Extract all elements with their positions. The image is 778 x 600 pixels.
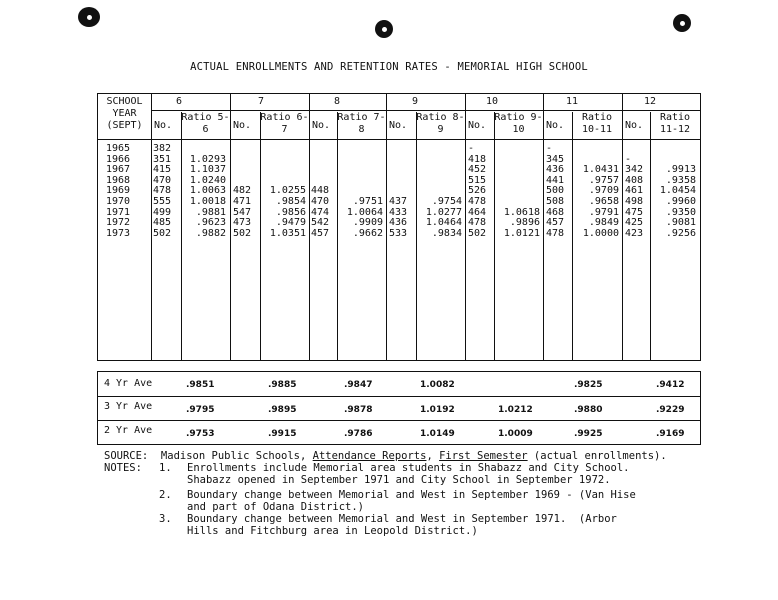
grade-11-header: 11 <box>566 96 579 107</box>
punch-hole-right <box>673 14 691 32</box>
source-line <box>104 450 667 462</box>
avg-4yr-label: 4 Yr Ave <box>104 378 153 389</box>
notes-label: NOTES: <box>104 462 142 474</box>
ratio-6-7-header: Ratio 6-7 <box>260 112 309 135</box>
avg-2yr-value: .9169 <box>656 429 685 439</box>
grade-9-header: 9 <box>412 96 419 107</box>
note-3-text: Boundary change between Memorial and West in September 1971. (Arbor Hills and Fitchburg area in Leopold District.) <box>187 513 617 537</box>
avg-3yr-value: .9795 <box>186 405 215 415</box>
avg-4yr-value: .9851 <box>186 380 215 390</box>
avg-2yr-label: 2 Yr Ave <box>104 425 153 436</box>
avg-2yr-value: .9753 <box>186 429 215 439</box>
note-1-number: 1. <box>159 462 172 474</box>
ratio-10-11-header: Ratio 10-11 <box>581 112 613 135</box>
avg-3yr-value: .9880 <box>574 405 603 415</box>
avg-3yr-value: .9229 <box>656 405 685 415</box>
g6-no-column: 382 351 415 470 478 555 499 485 502 <box>153 143 172 239</box>
source-post: (actual enrollments). <box>527 450 667 462</box>
avg-2yr-value: .9925 <box>574 429 603 439</box>
g9-no-column: 437 433 436 533 <box>389 195 408 239</box>
avg-2yr-value: .9915 <box>268 429 297 439</box>
g6-ratio-column: 1.0293 1.1037 1.0240 1.0063 1.0018 .9881 .9623 .9882 <box>189 153 226 239</box>
g12-no-header: No. <box>625 120 644 131</box>
g9-ratio-column: .9754 1.0277 1.0464 .9834 <box>425 195 462 239</box>
g10-no-header: No. <box>468 120 487 131</box>
g11-ratio-column: 1.0431 .9757 .9709 .9658 .9791 .9849 1.0000 <box>582 164 619 239</box>
avg-4yr-value: .9412 <box>656 380 685 390</box>
grade-12-header: 12 <box>644 96 657 107</box>
g8-no-header: No. <box>312 120 331 131</box>
ratio-9-10-header: Ratio 9-10 <box>494 112 543 135</box>
g12-ratio-column: .9913 .9358 1.0454 .9960 .9350 .9081 .9256 <box>659 164 696 239</box>
ratio-8-9-header: Ratio 8-9 <box>416 112 465 135</box>
note-3-number: 3. <box>159 513 172 525</box>
g10-ratio-column: 1.0618 .9896 1.0121 <box>503 206 540 239</box>
g7-no-header: No. <box>233 120 252 131</box>
avg-3yr-value: 1.0192 <box>420 405 455 415</box>
avg-2yr-value: 1.0149 <box>420 429 455 439</box>
g6-no-header: No. <box>154 120 173 131</box>
school-year-header-line2: YEAR <box>112 108 137 119</box>
punch-hole-center <box>375 20 393 38</box>
g8-no-column: 448 470 474 542 457 <box>311 185 330 239</box>
source-semester: First Semester <box>439 450 528 462</box>
g7-no-column: 482 471 547 473 502 <box>233 185 252 239</box>
note-2-number: 2. <box>159 489 172 501</box>
grade-6-header: 6 <box>176 96 183 107</box>
note-1-text: Enrollments include Memorial area students in Shabazz and City School. Shabazz opened in September 1971 and City School in September 1972. <box>187 462 630 486</box>
avg-2yr-value: .9786 <box>344 429 373 439</box>
years-column: 1965 1966 1967 1968 1969 1970 1971 1972 1973 <box>106 143 131 239</box>
avg-4yr-value: .9825 <box>574 380 603 390</box>
avg-4yr-value: .9847 <box>344 380 373 390</box>
note-2-text: Boundary change between Memorial and West in September 1969 - (Van Hise and part of Odana District.) <box>187 489 636 513</box>
source-label: SOURCE: <box>104 450 149 462</box>
source-report: Attendance Reports <box>312 450 427 462</box>
school-year-header-line1: SCHOOL <box>106 96 143 107</box>
grade-7-header: 7 <box>258 96 265 107</box>
avg-4yr-value: .9885 <box>268 380 297 390</box>
school-year-header-line3: (SEPT) <box>106 120 143 131</box>
g9-no-header: No. <box>389 120 408 131</box>
g11-no-column: - 345 436 441 500 508 468 457 478 <box>546 143 565 239</box>
avg-3yr-value: .9878 <box>344 405 373 415</box>
avg-2yr-value: 1.0009 <box>498 429 533 439</box>
avg-4yr-value: 1.0082 <box>420 380 455 390</box>
source-separator: , <box>426 450 440 462</box>
punch-hole-left <box>78 7 100 27</box>
ratio-11-12-header: Ratio 11-12 <box>659 112 691 135</box>
g7-ratio-column: 1.0255 .9854 .9856 .9479 1.0351 <box>269 185 306 239</box>
g12-no-column: - 342 408 461 498 475 425 423 <box>625 153 644 239</box>
g11-no-header: No. <box>546 120 565 131</box>
g10-no-column: - 418 452 515 526 478 464 478 502 <box>468 143 487 239</box>
enrollment-table <box>97 93 701 361</box>
source-text: Madison Public Schools, <box>160 450 313 462</box>
avg-3yr-label: 3 Yr Ave <box>104 401 153 412</box>
ratio-7-8-header: Ratio 7-8 <box>337 112 386 135</box>
ratio-5-6-header: Ratio 5-6 <box>181 112 230 135</box>
avg-3yr-value: 1.0212 <box>498 405 533 415</box>
page-title: ACTUAL ENROLLMENTS AND RETENTION RATES - MEMORIAL HIGH SCHOOL <box>190 61 588 73</box>
g8-ratio-column: .9751 1.0064 .9909 .9662 <box>346 195 383 239</box>
grade-8-header: 8 <box>334 96 341 107</box>
avg-3yr-value: .9895 <box>268 405 297 415</box>
grade-10-header: 10 <box>486 96 499 107</box>
averages-table <box>97 371 701 445</box>
